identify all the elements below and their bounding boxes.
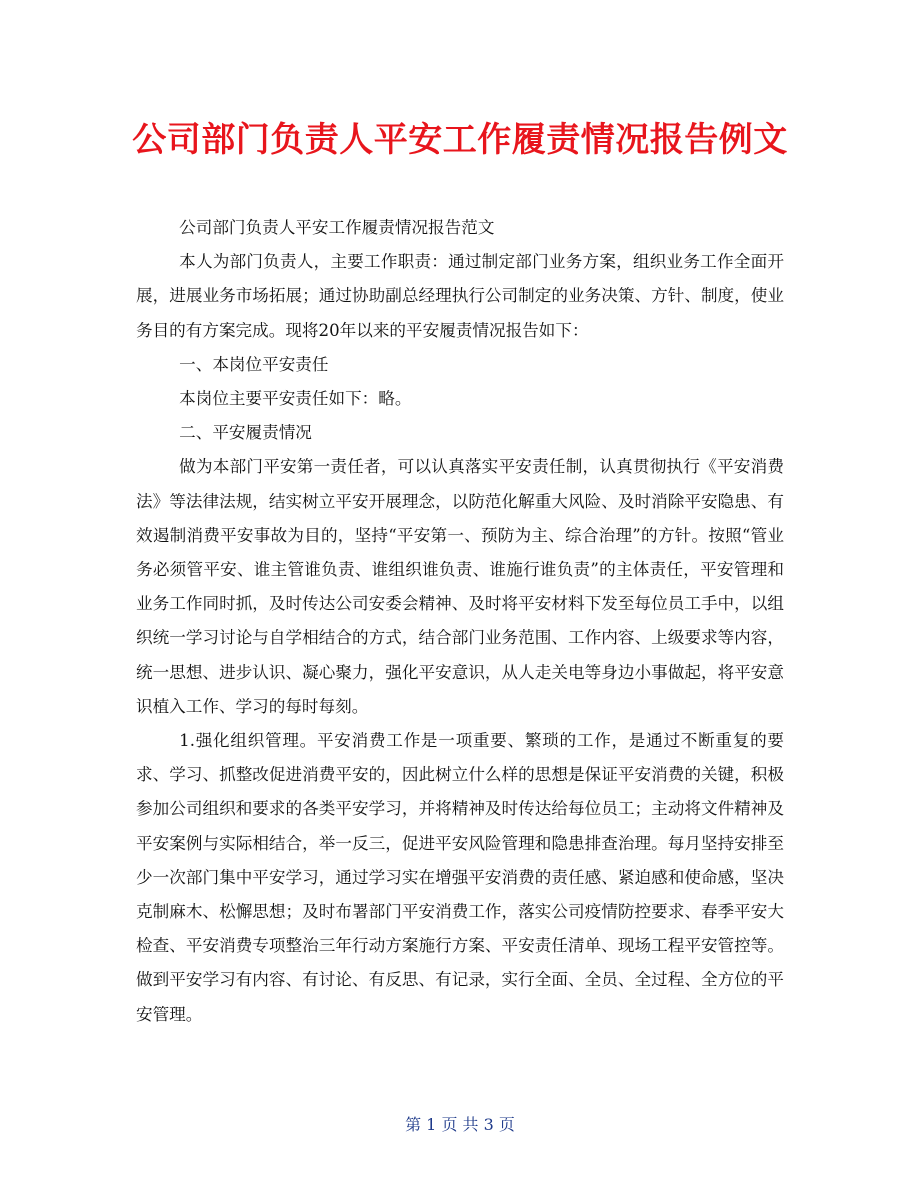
paragraph-responsibility: 本岗位主要平安责任如下：略。 xyxy=(179,389,412,409)
document-title: 公司部门负责人平安工作履责情况报告例文 xyxy=(132,120,788,160)
paragraph-performance: 做为本部门平安第一责任者，可以认真落实平安责任制，认真贯彻执行《平安消费法》等法律法规，结实树立平安开展理念，以防范化解重大风险、及时消除平安隐患、有效遏制消费平安事故为目的，坚持“平安第一、预防为主、综合治理”的方针。按照“管业务必须管平安、谁主管谁负责、谁组织谁负责、谁施行谁负责”的主体责任，平安管理和业务工作同时抓，及时传达公司安委会精神、及时将平安材料下发至每位员工手中，以组织统一学习讨论与自学相结合的方式，结合部门业务范围、工作内容、上级要求等内容，统一思想、进步认识、凝心聚力，强化平安意识，从人走关电等身边小事做起，将平安意识植入工作、学习的每时每刻。 xyxy=(136,457,784,716)
section-heading-1: 一、本岗位平安责任 xyxy=(179,354,329,374)
paragraph-subtitle: 公司部门负责人平安工作履责情况报告范文 xyxy=(179,218,495,237)
page-indicator: 第 1 页 共 3 页 xyxy=(405,1115,515,1134)
document-body xyxy=(136,211,784,1032)
paragraph-intro: 本人为部门负责人，主要工作职责：通过制定部门业务方案，组织业务工作全面开展，进展业务市场拓展；通过协助副总经理执行公司制定的业务决策、方针、制度，使业务目的有方案完成。现将20年以来的平安履责情况报告如下： xyxy=(136,252,784,340)
paragraph-organization: 1.强化组织管理。平安消费工作是一项重要、繁琐的工作，是通过不断重复的要求、学习、抓整改促进消费平安的，因此树立什么样的思想是保证平安消费的关键，积极参加公司组织和要求的各类平安学习，并将精神及时传达给每位员工；主动将文件精神及平安案例与实际相结合，举一反三，促进平安风险管理和隐患排查治理。每月坚持安排至少一次部门集中平安学习，通过学习实在增强平安消费的责任感、紧迫感和使命感，坚决克制麻木、松懈思想；及时布署部门平安消费工作，落实公司疫情防控要求、春季平安大检查、平安消费专项整治三年行动方案施行方案、平安责任清单、现场工程平安管控等。做到平安学习有内容、有讨论、有反思、有记录，实行全面、全员、全过程、全方位的平安管理。 xyxy=(136,731,784,1024)
section-heading-2: 二、平安履责情况 xyxy=(179,423,312,443)
